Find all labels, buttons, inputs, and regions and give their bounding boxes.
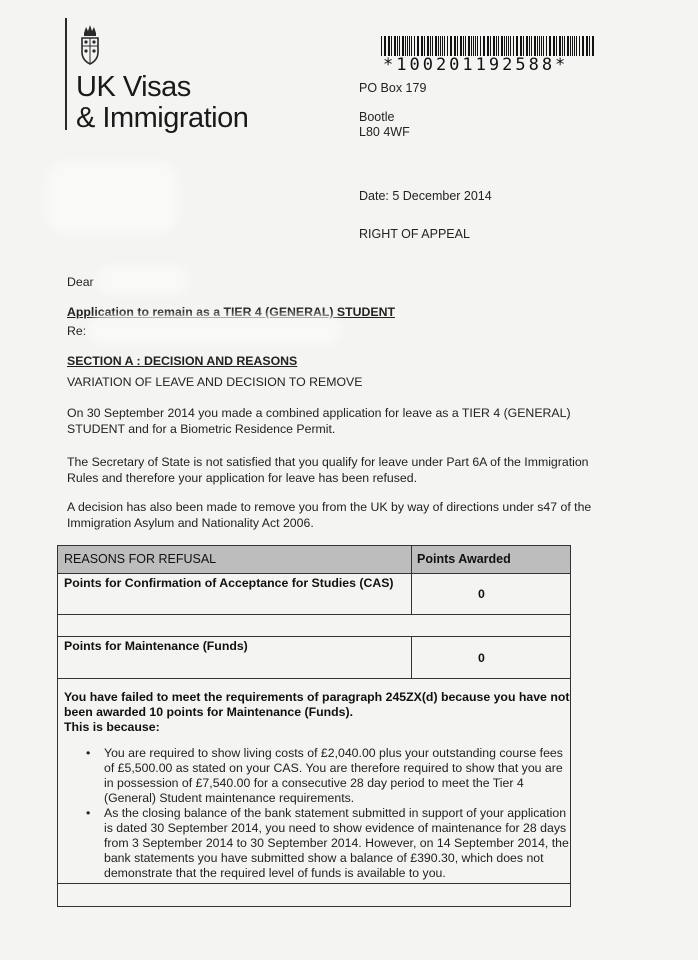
redacted-name [102, 272, 182, 288]
paragraph-3-line-2: Immigration Asylum and Nationality Act 2006. [67, 516, 314, 530]
barcode-bar [442, 36, 443, 56]
row-divider [58, 614, 570, 615]
barcode-bar [520, 36, 522, 56]
barcode-bar [572, 36, 573, 56]
barcode-bar [543, 36, 544, 56]
barcode-bar [534, 36, 536, 56]
barcode-bar [553, 36, 555, 56]
list-item [70, 746, 563, 806]
barcode-bar [546, 36, 547, 56]
re-label: Re: [67, 324, 87, 338]
barcode-bar [384, 36, 386, 56]
barcode-bar [592, 36, 594, 56]
column-divider [411, 546, 412, 614]
row-cas-points: 0 [478, 587, 485, 601]
barcode-bar [460, 36, 462, 56]
barcode-bar [541, 36, 542, 56]
barcode-bar [516, 36, 518, 56]
barcode-bar [463, 36, 464, 56]
barcode-bar [564, 36, 565, 56]
address-town: Bootle [359, 110, 395, 124]
bullet-2-line-5: demonstrate that the required level of funds is available to you. [104, 866, 446, 880]
logo-title-line2: & Immigration [76, 102, 249, 134]
bullet-1-line-2: of £5,500.00 as stated on your CAS. You are therefore required to show that you are [104, 761, 563, 775]
failure-line-3: This is because: [64, 720, 160, 734]
bullet-2-line-1: As the closing balance of the bank statement submitted in support of your application [104, 806, 567, 820]
barcode-bar [504, 36, 505, 56]
barcode-bar [444, 36, 445, 56]
barcode-bar [526, 36, 528, 56]
barcode-bar [414, 36, 415, 56]
header-points-awarded: Points Awarded [417, 552, 511, 566]
barcode-bar [391, 36, 392, 56]
barcode-number: *100201192588* [383, 55, 569, 75]
redacted-reference [95, 322, 335, 338]
bullet-1-line-3: in possession of £7,540.00 for a consecutive 28 day period to meet the Tier 4 [104, 776, 524, 790]
barcode-bar [537, 36, 538, 56]
barcode-bar [529, 36, 530, 56]
barcode-bar [480, 36, 481, 56]
row-divider [58, 636, 570, 637]
row-maintenance-points: 0 [478, 651, 485, 665]
barcode-bar [427, 36, 429, 56]
barcode-bar [447, 36, 448, 56]
barcode-bar [417, 36, 419, 56]
paragraph-3-line-1: A decision has also been made to remove you from the UK by way of directions under s47 of the [67, 500, 592, 514]
barcode-bar [567, 36, 569, 56]
barcode-bar [465, 36, 466, 56]
bullet-2-line-4: bank statements you have submitted show a balance of £390.30, which does not [104, 851, 544, 865]
row-divider [58, 883, 570, 884]
right-of-appeal: RIGHT OF APPEAL [359, 227, 470, 241]
bullet-1-line-4: (General) Student maintenance requirements. [104, 791, 355, 805]
bullet-1-line-1: You are required to show living costs of £2,040.00 plus your outstanding course fees [104, 746, 563, 760]
column-divider [411, 636, 412, 678]
barcode-bar [473, 36, 474, 56]
barcode-bar [549, 36, 551, 56]
barcode-bar [471, 36, 472, 56]
barcode-bar [409, 36, 410, 56]
barcode-bar [397, 36, 398, 56]
barcode-bar [496, 36, 497, 56]
bullet-icon: • [86, 746, 91, 760]
bullet-2-line-3: from 3 September 2014 to 30 September 2014. However, on 14 September 2014, the [104, 836, 569, 850]
barcode-bar [559, 36, 561, 56]
barcode-bar [411, 36, 412, 56]
barcode-bar [477, 36, 478, 56]
section-a-heading: SECTION A : DECISION AND REASONS [67, 354, 298, 368]
reasons-table [57, 545, 571, 907]
barcode-bar [508, 36, 509, 56]
barcode-bar [457, 36, 458, 56]
salutation: Dear [67, 275, 94, 289]
barcode-bar [523, 36, 524, 56]
address-postcode: L80 4WF [359, 125, 410, 139]
barcode-bar [381, 36, 382, 56]
barcode-bar [435, 36, 437, 56]
barcode-bar [539, 36, 540, 56]
section-a-subheading: VARIATION OF LEAVE AND DECISION TO REMOVE [67, 375, 363, 389]
barcode-bar [438, 36, 439, 56]
barcode-bar [399, 36, 400, 56]
barcode-bar [407, 36, 408, 56]
barcode-bar [586, 36, 588, 56]
paragraph-2-line-1: The Secretary of State is not satisfied that you qualify for leave under Part 6A of the Immigration [67, 455, 589, 469]
paragraph-1-line-2: STUDENT and for a Biometric Residence Permit. [67, 422, 336, 436]
failure-line-2: been awarded 10 points for Maintenance (Funds). [64, 705, 354, 719]
barcode-bar [506, 36, 507, 56]
royal-crest-icon [77, 24, 103, 68]
barcode-bar [454, 36, 456, 56]
barcode-bar [589, 36, 590, 56]
table-header-row [58, 546, 570, 574]
barcode-bar [483, 36, 485, 56]
barcode-bar [487, 36, 489, 56]
barcode-bar [579, 36, 580, 56]
barcode-bar [388, 36, 390, 56]
barcode-bar [562, 36, 563, 56]
barcode-bar [493, 36, 495, 56]
row-divider [58, 678, 570, 679]
barcode-bar [394, 36, 396, 56]
bullet-2-line-2: is dated 30 September 2014, you need to show evidence of maintenance for 28 days [104, 821, 567, 835]
barcode-bar [405, 36, 406, 56]
row-cas-label: Points for Confirmation of Acceptance for Studies (CAS) [64, 576, 394, 590]
barcode-bar [430, 36, 431, 56]
barcode-bar [450, 36, 452, 56]
barcode-bar [440, 36, 441, 56]
barcode-bar [576, 36, 577, 56]
barcode-bar [510, 36, 511, 56]
barcode [381, 36, 596, 56]
barcode-bar [513, 36, 514, 56]
logo-divider [65, 18, 67, 130]
barcode-bar [582, 36, 584, 56]
barcode-bar [402, 36, 404, 56]
failure-line-1: You have failed to meet the requirements of paragraph 245ZX(d) because you have not [64, 690, 570, 704]
redacted-recipient-address [52, 168, 172, 228]
barcode-bar [498, 36, 499, 56]
reasons-bullet-list [70, 746, 569, 881]
barcode-bar [570, 36, 571, 56]
barcode-bar [490, 36, 491, 56]
list-item [70, 806, 569, 881]
header-reasons-for-refusal: REASONS FOR REFUSAL [64, 552, 217, 566]
barcode-bar [556, 36, 557, 56]
barcode-bar [421, 36, 423, 56]
barcode-bar [574, 36, 575, 56]
barcode-bar [475, 36, 476, 56]
barcode-bar [424, 36, 425, 56]
barcode-bar [432, 36, 433, 56]
barcode-bar [468, 36, 470, 56]
logo-title-line1: UK Visas [76, 71, 191, 103]
letter-date: Date: 5 December 2014 [359, 189, 492, 203]
paragraph-1-line-1: On 30 September 2014 you made a combined application for leave as a TIER 4 (GENERAL) [67, 406, 571, 420]
address-po-box: PO Box 179 [359, 81, 427, 95]
row-maintenance-label: Points for Maintenance (Funds) [64, 639, 248, 653]
paragraph-2-line-2: Rules and therefore your application for leave has been refused. [67, 471, 417, 485]
bullet-icon: • [86, 806, 91, 820]
barcode-bar [531, 36, 532, 56]
barcode-bar [501, 36, 503, 56]
subject-line: Application to remain as a TIER 4 (GENERAL) STUDENT [67, 305, 395, 319]
